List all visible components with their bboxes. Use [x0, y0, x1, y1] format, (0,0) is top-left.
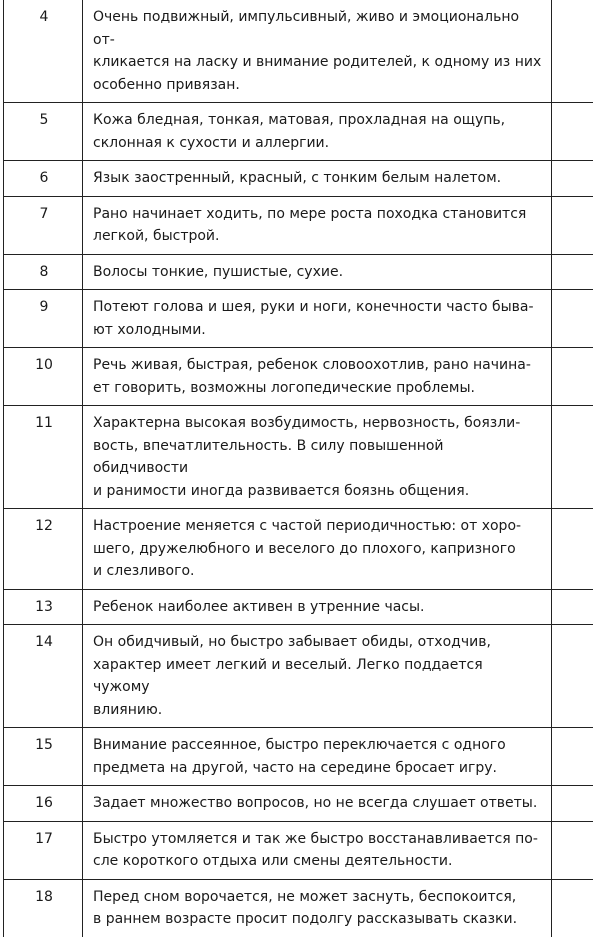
- row-answer-cell[interactable]: [552, 103, 593, 161]
- row-number: 10: [4, 348, 83, 406]
- row-answer-cell[interactable]: [552, 728, 593, 786]
- table-row: [4, 728, 593, 786]
- traits-table: [3, 0, 593, 937]
- row-description: Речь живая, быстрая, ребенок словоохотлив, рано начина- ет говорить, возможны логопедические проблемы.: [83, 348, 552, 406]
- row-description: Язык заостренный, красный, с тонким белым налетом.: [83, 161, 552, 197]
- row-answer-cell[interactable]: [552, 0, 593, 103]
- table-row: [4, 348, 593, 406]
- row-description: Задает множество вопросов, но не всегда слушает ответы.: [83, 786, 552, 822]
- table-row: [4, 821, 593, 879]
- row-description: Перед сном ворочается, не может заснуть, беспокоится, в раннем возрасте просит подолгу рассказывать сказки.: [83, 879, 552, 937]
- table-row: [4, 879, 593, 937]
- row-number: 12: [4, 509, 83, 590]
- row-description: Потеют голова и шея, руки и ноги, конечности часто быва- ют холодными.: [83, 290, 552, 348]
- table-row: [4, 103, 593, 161]
- row-answer-cell[interactable]: [552, 625, 593, 728]
- row-answer-cell[interactable]: [552, 821, 593, 879]
- row-description: Быстро утомляется и так же быстро восстанавливается по- сле короткого отдыха или смены деятельности.: [83, 821, 552, 879]
- row-number: 16: [4, 786, 83, 822]
- table-row: [4, 786, 593, 822]
- row-number: 7: [4, 196, 83, 254]
- row-answer-cell[interactable]: [552, 290, 593, 348]
- table-row: [4, 406, 593, 509]
- row-number: 15: [4, 728, 83, 786]
- row-answer-cell[interactable]: [552, 509, 593, 590]
- table-row: [4, 0, 593, 103]
- table-row: [4, 509, 593, 590]
- table-row: [4, 290, 593, 348]
- row-answer-cell[interactable]: [552, 879, 593, 937]
- row-number: 11: [4, 406, 83, 509]
- row-description: Характерна высокая возбудимость, нервозность, боязли- вость, впечатлительность. В силу повышенной обидчивости и ранимости иногда развивается боязнь общения.: [83, 406, 552, 509]
- row-answer-cell[interactable]: [552, 348, 593, 406]
- table-row: [4, 625, 593, 728]
- row-answer-cell[interactable]: [552, 786, 593, 822]
- table-row: [4, 161, 593, 197]
- row-number: 4: [4, 0, 83, 103]
- row-number: 8: [4, 254, 83, 290]
- table-row: [4, 196, 593, 254]
- row-description: Ребенок наиболее активен в утренние часы.: [83, 589, 552, 625]
- row-number: 13: [4, 589, 83, 625]
- traits-table-body: [4, 0, 593, 937]
- table-row: [4, 254, 593, 290]
- row-number: 6: [4, 161, 83, 197]
- row-answer-cell[interactable]: [552, 406, 593, 509]
- row-answer-cell[interactable]: [552, 196, 593, 254]
- row-description: Рано начинает ходить, по мере роста походка становится легкой, быстрой.: [83, 196, 552, 254]
- row-description: Внимание рассеянное, быстро переключается с одного предмета на другой, часто на середине бросает игру.: [83, 728, 552, 786]
- row-description: Волосы тонкие, пушистые, сухие.: [83, 254, 552, 290]
- row-number: 9: [4, 290, 83, 348]
- row-description: Кожа бледная, тонкая, матовая, прохладная на ощупь, склонная к сухости и аллергии.: [83, 103, 552, 161]
- row-description: Настроение меняется с частой периодичностью: от хоро- шего, дружелюбного и веселого до плохого, капризного и слезливого.: [83, 509, 552, 590]
- row-number: 14: [4, 625, 83, 728]
- row-description: Он обидчивый, но быстро забывает обиды, отходчив, характер имеет легкий и веселый. Легко поддается чужому влиянию.: [83, 625, 552, 728]
- row-answer-cell[interactable]: [552, 254, 593, 290]
- row-answer-cell[interactable]: [552, 161, 593, 197]
- row-number: 5: [4, 103, 83, 161]
- table-row: [4, 589, 593, 625]
- row-answer-cell[interactable]: [552, 589, 593, 625]
- row-number: 18: [4, 879, 83, 937]
- row-description: Очень подвижный, импульсивный, живо и эмоционально от- кликается на ласку и внимание родителей, к одному из них особенно привязан.: [83, 0, 552, 103]
- row-number: 17: [4, 821, 83, 879]
